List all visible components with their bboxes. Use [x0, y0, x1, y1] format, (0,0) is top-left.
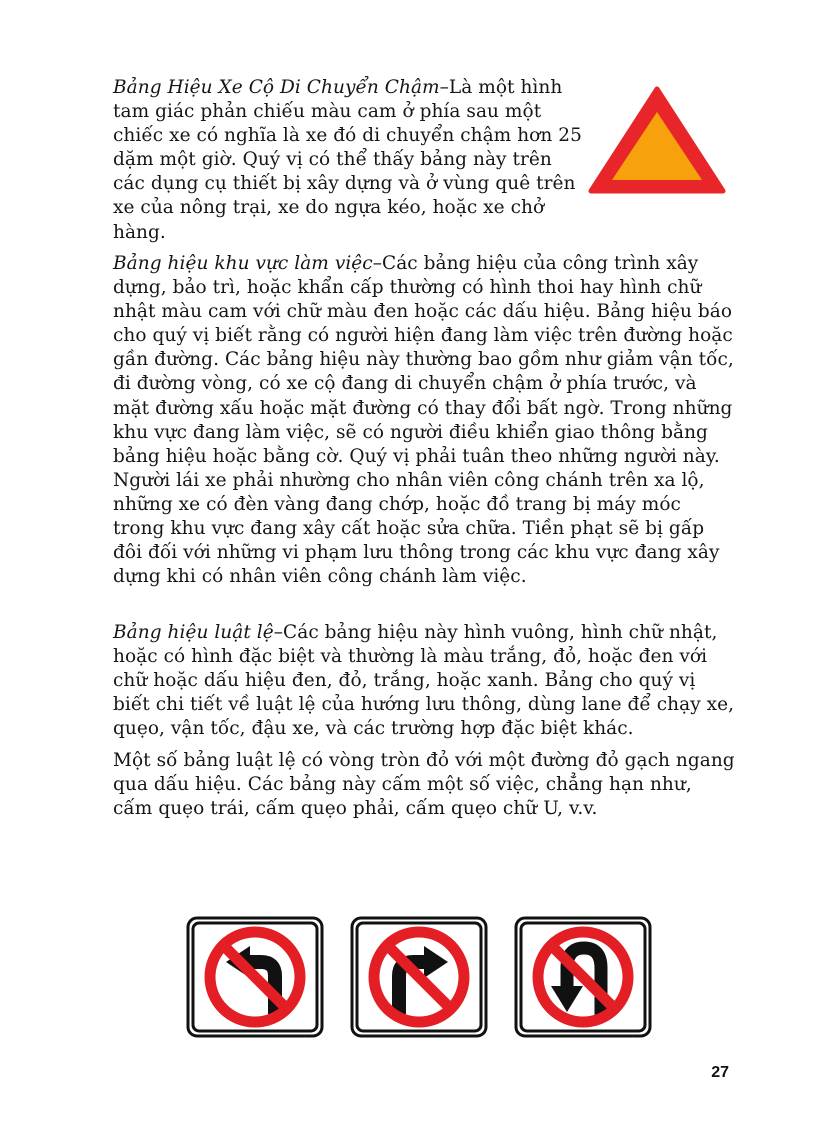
slow-moving-vehicle-heading: Bảng Hiệu Xe Cộ Di Chuyển Chậm [113, 77, 440, 98]
work-zone-heading: Bảng hiệu khu vực làm việc [113, 253, 373, 274]
no-left-turn-sign-icon [186, 916, 324, 1038]
page-number: 27 [711, 1064, 729, 1081]
slow-moving-vehicle-paragraph [113, 76, 583, 245]
regulatory-heading: Bảng hiệu luật lệ [113, 622, 274, 643]
no-right-turn-sign-icon [350, 916, 488, 1038]
regulatory-paragraph [113, 621, 735, 741]
work-zone-text: –Các bảng hiệu của công trình xây dựng, bảo trì, hoặc khẩn cấp thường có hình thoi hay hình chữ nhật màu cam với chữ màu đen hoặc các dấu hiệu. Bảng hiệu báo cho quý vị biết rằng có người hiện đang làm việc trên đường hoặc gần đường. Các bảng hiệu này thường bao gồm như giảm vận tốc, đi đường vòng, có xe cộ đang di chuyển chậm ở phía trước, và mặt đường xấu hoặc mặt đường có thay đổi bất ngờ. Trong những khu vực đang làm việc, sẽ có người điều khiển giao thông bằng bảng hiệu hoặc bằng cờ. Quý vị phải tuân theo những người này. Người lái xe phải nhường cho nhân viên công chánh trên xa lộ, những xe có đèn vàng đang chớp, hoặc đồ trang bị máy móc trong khu vực đang xây cất hoặc sửa chữa. Tiền phạt sẽ bị gấp đôi đối với những vi phạm lưu thông trong các khu vực đang xây dựng khi có nhân viên công chánh làm việc. [113, 253, 734, 588]
regulatory-text: –Các bảng hiệu này hình vuông, hình chữ nhật, hoặc có hình đặc biệt và thường là màu trắng, đỏ, hoặc đen với chữ hoặc dấu hiệu đen, đỏ, trắng, hoặc xanh. Bảng cho quý vị biết chi tiết về luật lệ của hướng lưu thông, dùng lane để chạy xe, quẹo, vận tốc, đậu xe, và các trường hợp đặc biệt khác. [113, 622, 735, 740]
no-u-turn-sign-icon [514, 916, 652, 1038]
work-zone-paragraph [113, 252, 735, 589]
prohibition-text: Một số bảng luật lệ có vòng tròn đỏ với một đường đỏ gạch ngang qua dấu hiệu. Các bảng này cấm một số việc, chẳng hạn như, cấm quẹo trái, cấm quẹo phải, cấm quẹo chữ U, v.v. [113, 750, 735, 820]
prohibition-paragraph [113, 749, 735, 821]
slow-moving-vehicle-triangle-icon [588, 86, 726, 196]
slow-moving-vehicle-text: –Là một hình tam giác phản chiếu màu cam ở phía sau một chiếc xe có nghĩa là xe đó di chuyển chậm hơn 25 dặm một giờ. Quý vị có thể thấy bảng này trên các dụng cụ thiết bị xây dựng và ở vùng quê trên xe của nông trại, xe do ngựa kéo, hoặc xe chở hàng. [113, 77, 582, 243]
